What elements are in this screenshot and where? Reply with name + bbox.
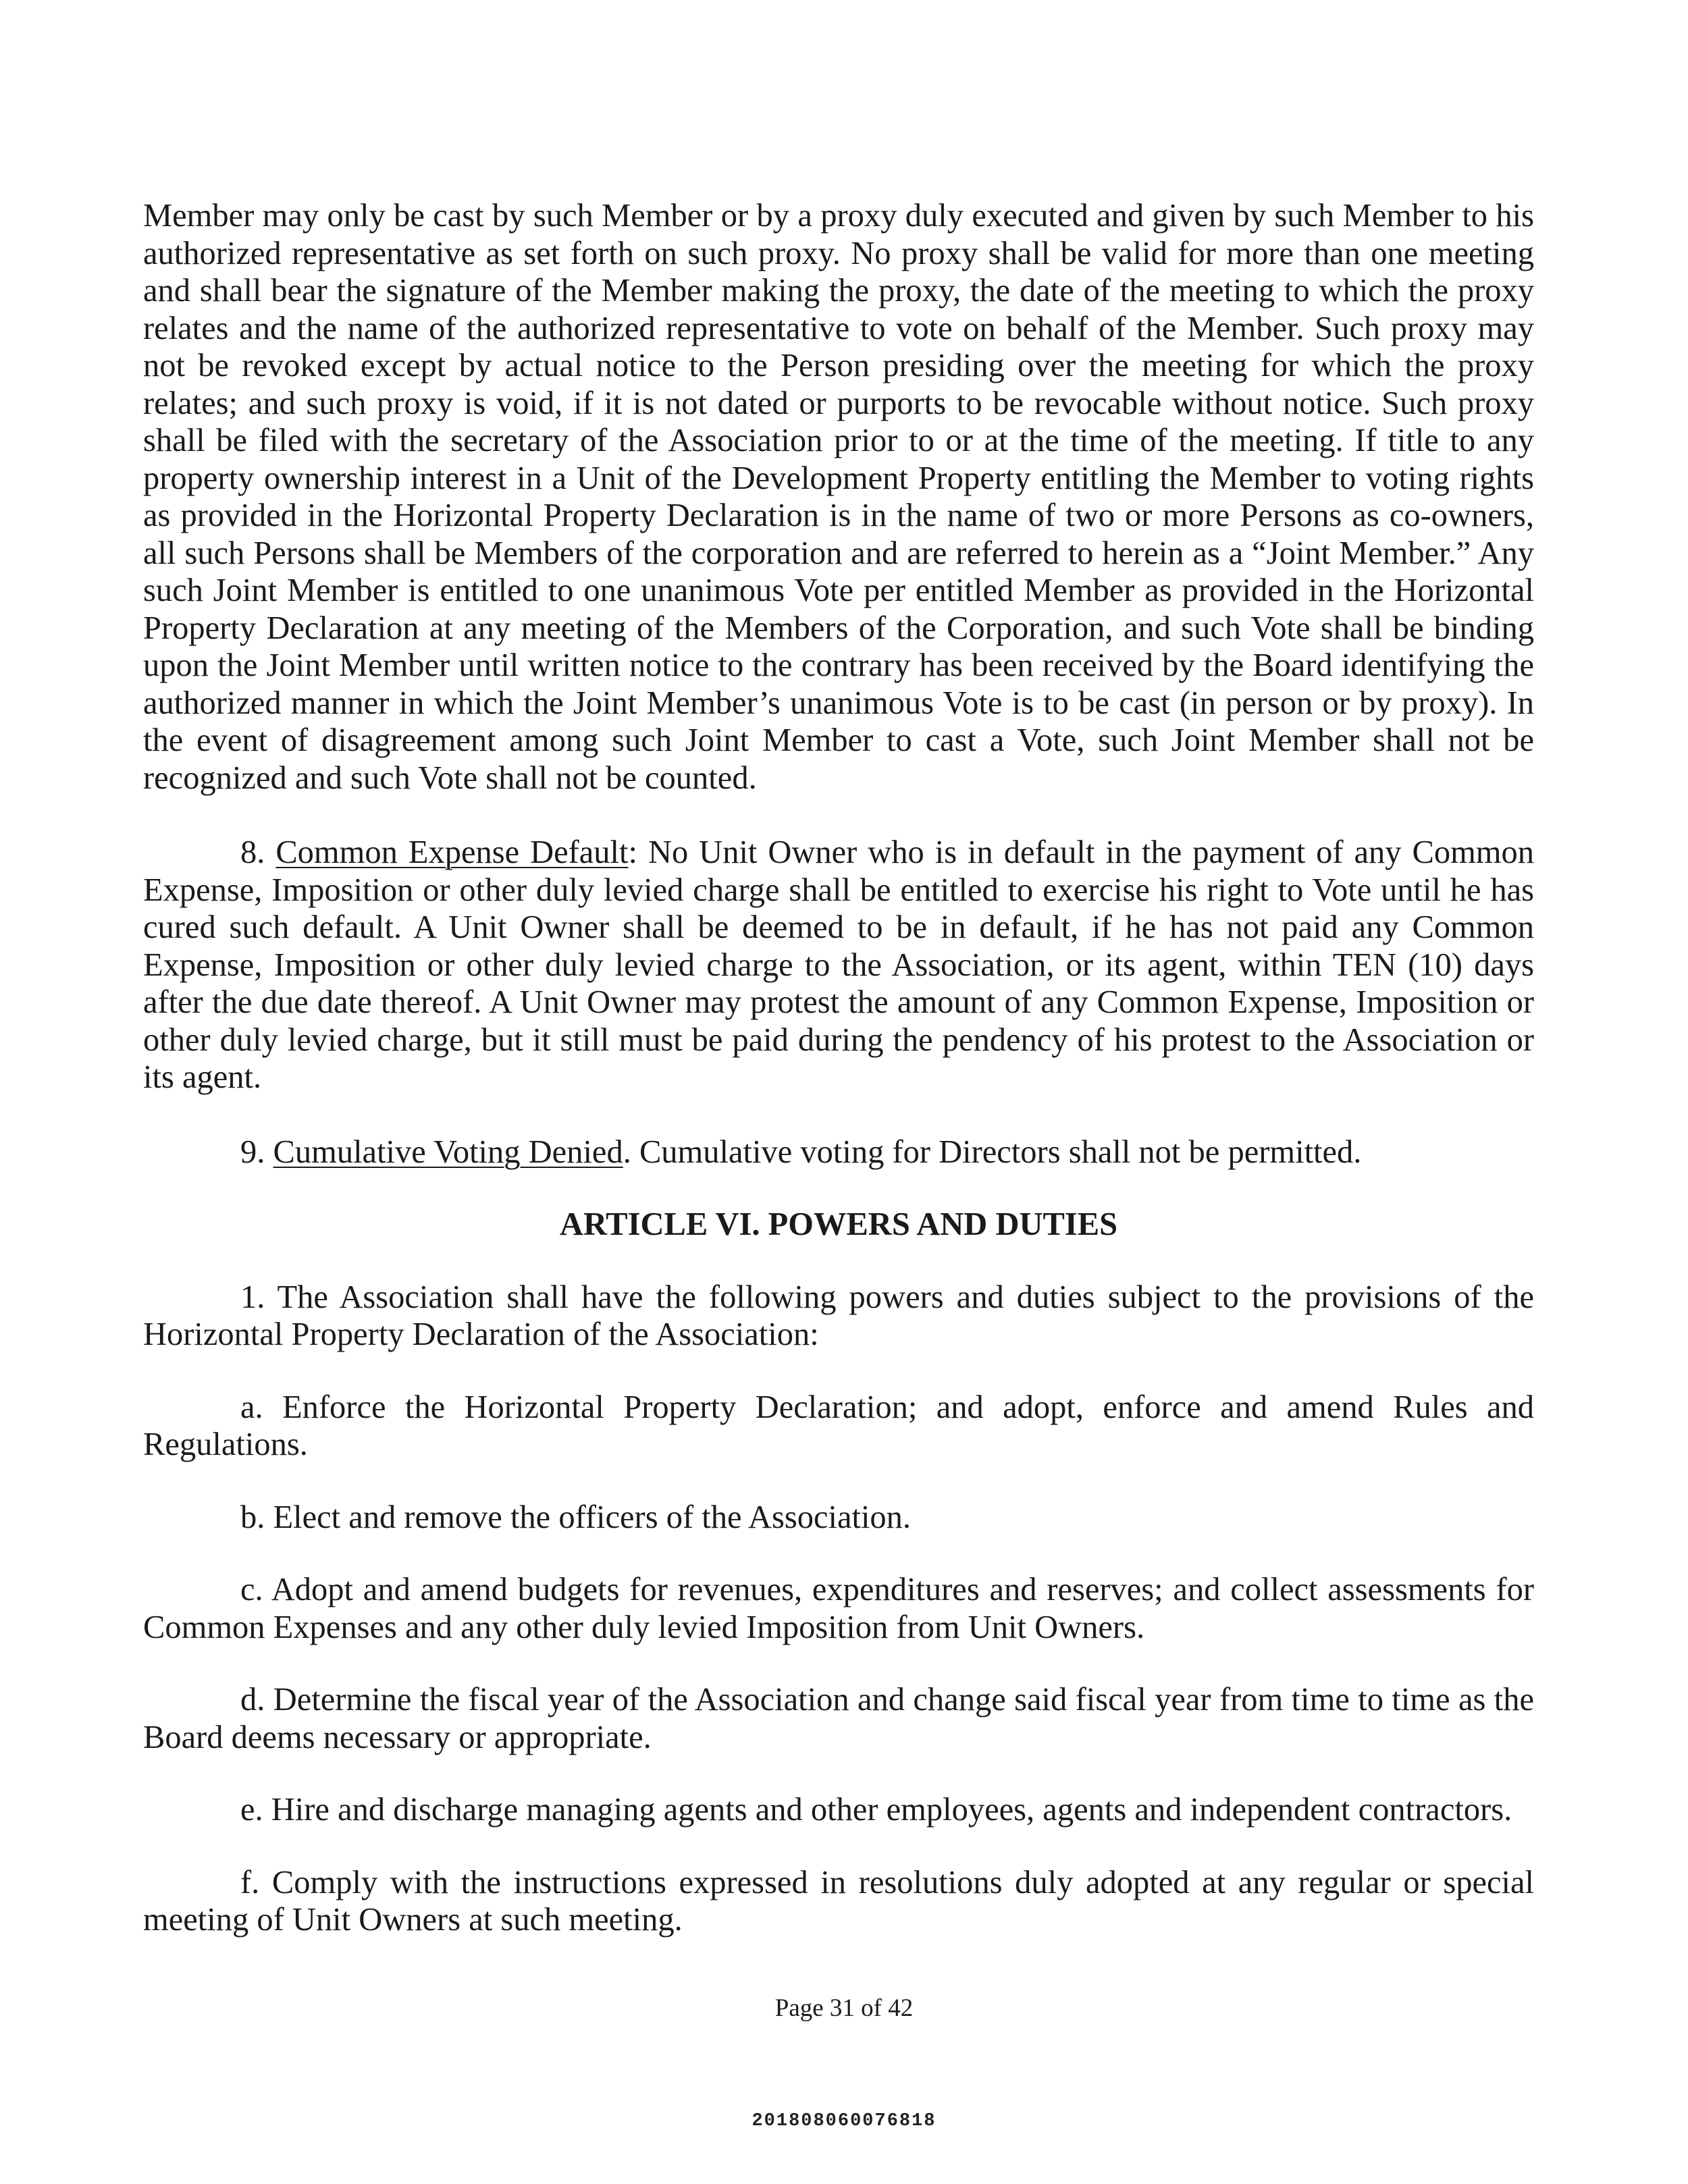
section-9-paragraph <box>143 1134 1534 1171</box>
article-heading: ARTICLE VI. POWERS AND DUTIES <box>559 1206 1118 1242</box>
list-item-letter: e. <box>240 1792 263 1828</box>
list-item-e <box>143 1791 1534 1829</box>
section-8-title: Common Expense Default <box>275 834 629 870</box>
list-item-text: Enforce the Horizontal Property Declaration; and adopt, enforce and amend Rules and Regulations. <box>143 1389 1535 1462</box>
list-item-text: Comply with the instructions expressed in resolutions duly adopted at any regular or special meeting of Unit Owners at such meeting. <box>143 1864 1535 1938</box>
section-8-body: No Unit Owner who is in default in the payment of any Common Expense, Imposition or other duly levied charge shall be entitled to exercise his right to Vote until he has cured such default. A Unit Owner shall be deemed to be in default, if he has not paid any Common Expense, Imposition or other duly levied charge to the Association, or its agent, within TEN (10) days after the due date thereof. A Unit Owner may protest the amount of any Common Expense, Imposition or other duly levied charge, but it still must be paid during the pendency of his protest to the Association or its agent. <box>143 834 1535 1095</box>
list-item-letter: f. <box>240 1864 260 1900</box>
list-item-text: Hire and discharge managing agents and other employees, agents and independent contractors. <box>271 1792 1512 1828</box>
list-item-text: Determine the fiscal year of the Association and change said fiscal year from time to time as the Board deems necessary or appropriate. <box>143 1682 1534 1755</box>
section-9-title-suffix: . <box>623 1134 631 1170</box>
article-intro-body: The Association shall have the following powers and duties subject to the provisions of the Horizontal Property Declaration of the Association: <box>143 1279 1534 1352</box>
list-item-f <box>143 1864 1534 1939</box>
list-item-b <box>143 1499 1534 1537</box>
list-item-d <box>143 1681 1534 1756</box>
continuation-paragraph: Member may only be cast by such Member or by a proxy duly executed and given by such Member to his authorized representative as set forth on such proxy. No proxy shall be valid for more than one meeting and shall bear the signature of the Member making the proxy, the date of the meeting to which the proxy relates and the name of the authorized representative to vote on behalf of the Member. Such proxy may not be revoked except by actual notice to the Person presiding over the meeting for which the proxy relates; and such proxy is void, if it is not dated or purports to be revocable without notice. Such proxy shall be filed with the secretary of the Association prior to or at the time of the meeting. If title to any property ownership interest in a Unit of the Development Property entitling the Member to voting rights as provided in the Horizontal Property Declaration is in the name of two or more Persons as co-owners, all such Persons shall be Members of the corporation and are referred to herein as a “Joint Member.” Any such Joint Member is entitled to one unanimous Vote per entitled Member as provided in the Horizontal Property Declaration at any meeting of the Members of the Corporation, and such Vote shall be binding upon the Joint Member until written notice to the contrary has been received by the Board identifying the authorized manner in which the Joint Member’s unanimous Vote is to be cast (in person or by proxy). In the event of disagreement among such Joint Member to cast a Vote, such Joint Member shall not be recognized and such Vote shall not be counted. <box>143 198 1534 796</box>
list-item-text: Adopt and amend budgets for revenues, expenditures and reserves; and collect assessments for Common Expenses and any other duly levied Imposition from Unit Owners. <box>143 1572 1534 1645</box>
list-item-letter: c. <box>240 1572 263 1607</box>
section-9-number: 9. <box>240 1134 265 1170</box>
list-item-letter: a. <box>240 1389 263 1425</box>
article-intro-paragraph <box>143 1279 1534 1354</box>
section-9-title: Cumulative Voting Denied <box>273 1134 623 1170</box>
section-8-paragraph <box>143 834 1534 1096</box>
section-8-title-suffix: : <box>628 834 637 870</box>
document-page <box>143 197 1534 1939</box>
page-number-footer: Page 31 of 42 <box>774 1994 914 2022</box>
list-item-letter: b. <box>240 1499 265 1535</box>
list-item-letter: d. <box>240 1682 265 1717</box>
list-item-c <box>143 1571 1534 1646</box>
article-intro-number: 1. <box>240 1279 265 1315</box>
document-number: 201808060076818 <box>751 2111 937 2131</box>
list-item-a <box>143 1389 1534 1464</box>
section-8-number: 8. <box>240 834 265 870</box>
list-item-text: Elect and remove the officers of the Association. <box>273 1499 912 1535</box>
section-9-body: Cumulative voting for Directors shall not be permitted. <box>639 1134 1362 1170</box>
